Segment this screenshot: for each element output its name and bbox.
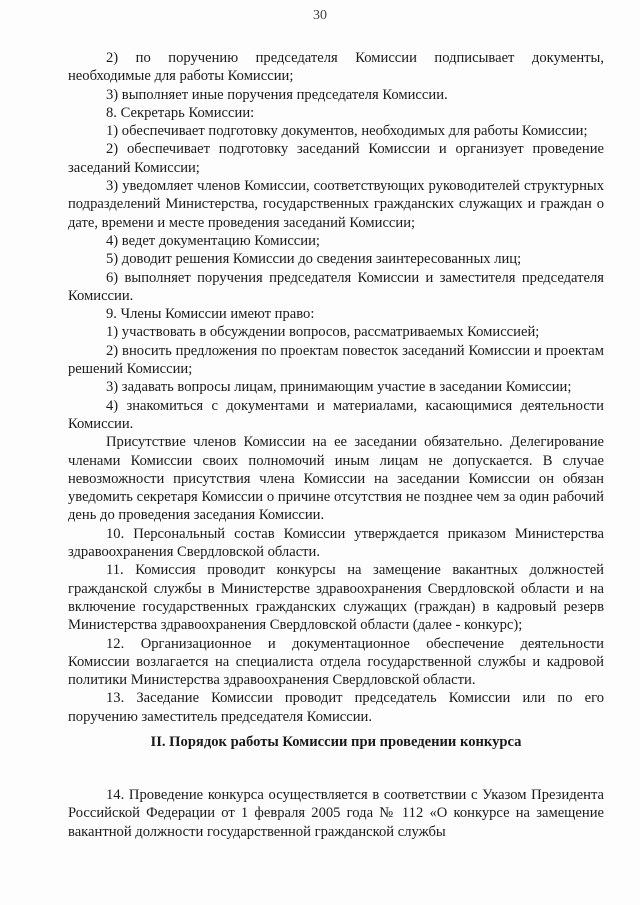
paragraph: 2) по поручению председателя Комиссии подписывает документы, необходимые для работы Комиссии; bbox=[68, 50, 604, 85]
section-heading: II. Порядок работы Комиссии при проведении конкурса bbox=[150, 734, 522, 750]
paragraph: 10. Персональный состав Комиссии утверждается приказом Министерства здравоохранения Свердловской области. bbox=[68, 525, 604, 561]
paragraph: Присутствие членов Комиссии на ее заседании обязательно. Делегирование членами Комиссии своих полномочий иным лицам не допускается. В случае невозможности присутствия члена Комиссии на заседании Комиссии он обязан уведомить секретаря Комиссии о причине отсутствия не позднее чем за один рабочий день до проведения заседания Комиссии. bbox=[68, 434, 604, 524]
paragraph: 4) знакомиться с документами и материалами, касающимися деятельности Комиссии. bbox=[68, 397, 604, 432]
paragraph: 14. Проведение конкурса осуществляется в соответствии с Указом Президента Российской Федерации от 1 февраля 2005 года № 112 «О конкурсе на замещение вакантной должности государственной гражданской службы bbox=[68, 787, 604, 840]
paragraph: 2) обеспечивает подготовку заседаний Комиссии и организует проведение заседаний Комиссии; bbox=[68, 141, 604, 176]
paragraph: 2) вносить предложения по проектам повесток заседаний Комиссии и проектам решений Комиссии; bbox=[68, 342, 604, 378]
paragraph: 4) ведет документацию Комиссии; bbox=[106, 232, 320, 249]
paragraph: 13. Заседание Комиссии проводит председатель Комиссии или по его поручению заместитель председателя Комиссии. bbox=[68, 690, 604, 725]
section-body bbox=[68, 786, 604, 841]
paragraph: 6) выполняет поручения председателя Комиссии и заместителя председателя Комиссии. bbox=[68, 269, 604, 304]
paragraph: 8. Секретарь Комиссии: bbox=[106, 104, 255, 121]
paragraph: 1) обеспечивает подготовку документов, необходимых для работы Комиссии; bbox=[106, 123, 588, 140]
paragraph: 5) доводит решения Комиссии до сведения заинтересованных лиц; bbox=[106, 251, 522, 268]
paragraph: 3) задавать вопросы лицам, принимающим участие в заседании Комиссии; bbox=[106, 379, 572, 396]
document-body bbox=[68, 49, 604, 726]
paragraph: 12. Организационное и документационное обеспечение деятельности Комиссии возлагается на специалиста отдела государственной службы и кадровой политики Министерства здравоохранения Свердловской области. bbox=[68, 635, 604, 689]
paragraph: 3) выполняет иные поручения председателя Комиссии. bbox=[106, 86, 448, 103]
paragraph: 9. Члены Комиссии имеют право: bbox=[106, 306, 315, 323]
paragraph: 3) уведомляет членов Комиссии, соответствующих руководителей структурных подразделений Министерства, государственных гражданских служащих и граждан о дате, времени и месте проведения заседаний Комиссии; bbox=[68, 178, 604, 231]
paragraph: 11. Комиссия проводит конкурсы на замещение вакантных должностей гражданской службы в Министерстве здравоохранения Свердловской области и на включение государственных гражданских служащих (граждан) в кадровый резерв Министерства здравоохранения Свердловской области (далее - конкурс); bbox=[68, 562, 604, 634]
paragraph: 1) участвовать в обсуждении вопросов, рассматриваемых Комиссией; bbox=[106, 324, 540, 341]
page-number: 30 bbox=[313, 8, 327, 23]
